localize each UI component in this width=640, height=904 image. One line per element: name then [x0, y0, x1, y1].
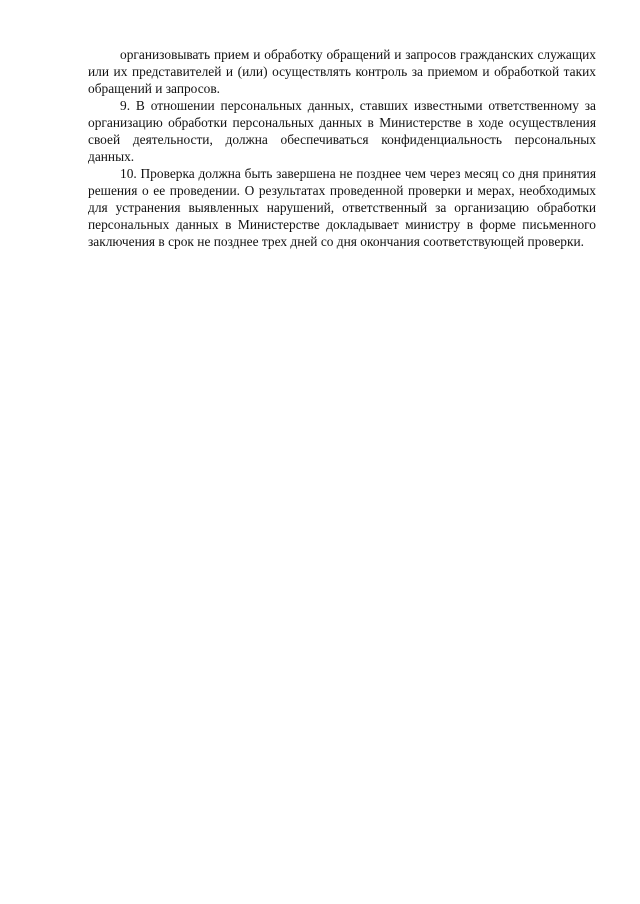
document-body	[88, 46, 596, 250]
paragraph-item-9: 9. В отношении персональных данных, ставших известными ответственному за организацию обработки персональных данных в Министерстве в ходе осуществления своей деятельности, должна обеспечиваться конфиденциальность персональных данных.	[88, 98, 596, 164]
paragraph-item-10: 10. Проверка должна быть завершена не позднее чем через месяц со дня принятия решения о ее проведении. О результатах проведенной проверки и мерах, необходимых для устранения выявленных нарушений, ответственный за организацию обработки персональных данных в Министерстве докладывает министру в форме письменного заключения в срок не позднее трех дней со дня окончания соответствующей проверки.	[88, 166, 596, 249]
paragraph-continuation: организовывать прием и обработку обращений и запросов гражданских служащих или их представителей и (или) осуществлять контроль за приемом и обработкой таких обращений и запросов.	[88, 47, 596, 96]
